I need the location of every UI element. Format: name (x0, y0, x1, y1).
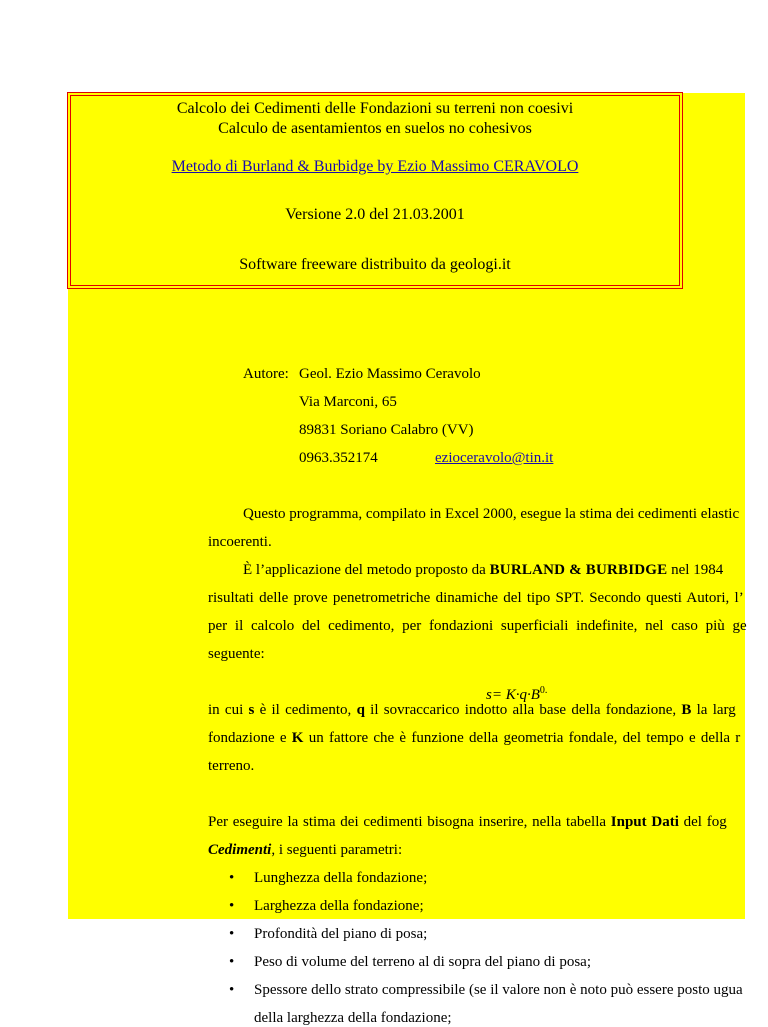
intro-p2-line1-c: nel 1984 (667, 562, 724, 578)
explanation-line1-d: la larg (691, 702, 736, 718)
author-name: Geol. Ezio Massimo Ceravolo (299, 366, 481, 382)
parameter-thickness-cont: della larghezza della fondazione; (254, 1010, 452, 1026)
formula-exponent: 0. (539, 685, 548, 696)
cedimenti-bold-italic: Cedimenti (208, 842, 272, 858)
author-city: 89831 Soriano Calabro (VV) (299, 422, 474, 438)
intro-p1-line1: Questo programma, compilato in Excel 2000, esegue la stima dei cedimenti elastic (243, 506, 740, 522)
intro-p2-line1-a: È l’applicazione del metodo proposto da (243, 562, 490, 578)
distribution-text: Software freeware distribuito da geologi.it (239, 256, 511, 273)
author-label: Autore: (243, 366, 289, 382)
title-italian: Calcolo dei Cedimenti delle Fondazioni su terreni non coesivi (176, 100, 574, 117)
explanation-line1-c: il sovraccarico indotto alla base della fondazione, (364, 702, 682, 718)
method-link[interactable]: Metodo di Burland & Burbidge by Ezio Massimo CERAVOLO (171, 158, 579, 175)
parameter-depth: Profondità del piano di posa; (254, 926, 428, 942)
intro-p2-line1 (243, 561, 723, 579)
parameter-length: Lunghezza della fondazione; (254, 870, 428, 886)
instructions-line1-a: Per eseguire la stima dei cedimenti bisogna inserire, nella tabella (208, 814, 611, 830)
author-phone: 0963.352174 (299, 450, 378, 466)
input-dati-bold: Input Dati (610, 814, 679, 830)
intro-p2-line4: seguente: (208, 646, 265, 662)
version-text: Versione 2.0 del 21.03.2001 (285, 206, 465, 223)
instructions-line1-b: del fog (678, 814, 727, 830)
instructions-line2-b: , i seguenti parametri: (271, 842, 403, 858)
explanation-line2-b: un fattore che è funzione della geometria fondale, del tempo e della r (303, 730, 741, 746)
parameter-unit-weight: Peso di volume del terreno al di sopra del piano di posa; (254, 954, 592, 970)
explanation-line2-a: fondazione e (208, 730, 292, 746)
parameter-width: Larghezza della fondazione; (254, 898, 424, 914)
explanation-line2 (208, 729, 740, 747)
parameter-thickness: Spessore dello strato compressibile (se il valore non è noto può essere posto ugua (254, 982, 743, 998)
bullet-marker: • (229, 898, 235, 914)
formula-text: s= K·q·B (486, 687, 540, 703)
symbol-k: K (291, 730, 304, 746)
burland-burbidge-bold: BURLAND & BURBIDGE (489, 562, 668, 578)
bullet-marker: • (229, 982, 235, 998)
bullet-marker: • (229, 870, 235, 886)
symbol-b: B (681, 702, 692, 718)
author-street: Via Marconi, 65 (299, 394, 397, 410)
explanation-line1 (208, 701, 736, 719)
explanation-line3: terreno. (208, 758, 255, 774)
title-spanish: Calculo de asentamientos en suelos no cohesivos (218, 120, 532, 137)
bullet-marker: • (229, 954, 235, 970)
intro-p2-line2: risultati delle prove penetrometriche dinamiche del tipo SPT. Secondo questi Autori, l’ (208, 590, 744, 606)
instructions-line2 (208, 841, 402, 859)
explanation-line1-b: è il cedimento, (254, 702, 357, 718)
symbol-q: q (356, 702, 365, 718)
intro-p1-line2: incoerenti. (208, 534, 272, 550)
bullet-marker: • (229, 926, 235, 942)
intro-p2-line3: per il calcolo del cedimento, per fondazioni superficiali indefinite, nel caso più ge (208, 618, 747, 634)
instructions-line1 (208, 813, 727, 831)
explanation-line1-a: in cui (208, 702, 249, 718)
symbol-s: s (248, 702, 255, 718)
author-email-link[interactable]: ezioceravolo@tin.it (435, 450, 554, 466)
